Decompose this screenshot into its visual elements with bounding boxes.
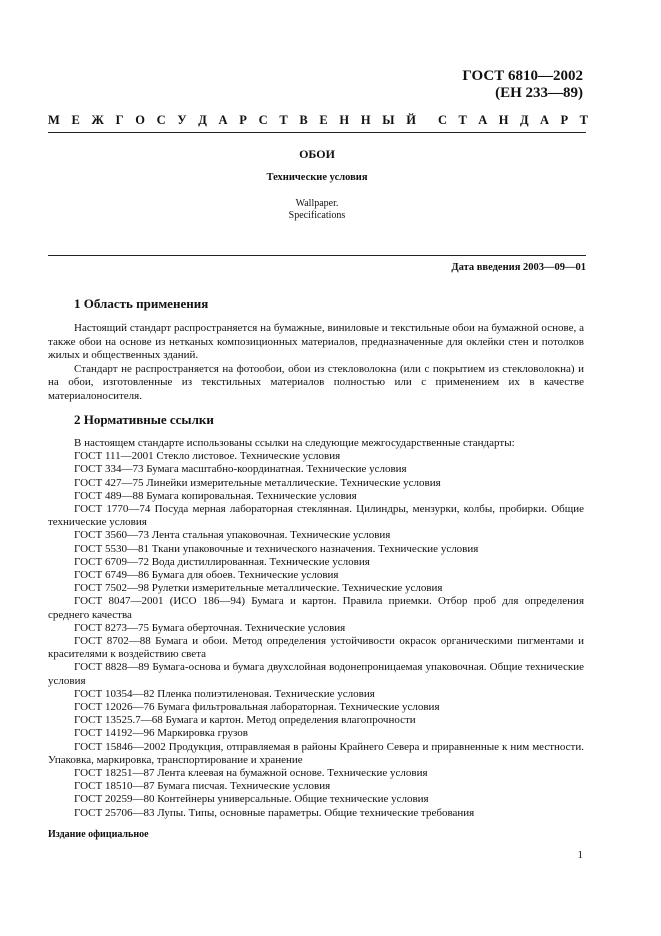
english-title-line1: Wallpaper. — [295, 198, 339, 209]
reference-item: ГОСТ 10354—82 Пленка полиэтиленовая. Технические условия — [74, 687, 375, 700]
banner-letter: Д — [198, 113, 207, 127]
banner-letter: С — [438, 113, 448, 127]
reference-item: ГОСТ 15846—2002 Продукция, отправляемая в районы Крайнего Севера и приравненные к ним местности. Упаковка, маркировка, транспортирование и хранение — [48, 740, 584, 766]
reference-item: ГОСТ 18251—87 Лента клеевая на бумажной основе. Технические условия — [74, 767, 428, 780]
banner-letter: М — [48, 113, 60, 127]
document-title: ОБОИ — [299, 147, 335, 161]
banner-letter: А — [540, 113, 550, 127]
introduction-date: Дата введения 2003—09—01 — [451, 262, 586, 273]
banner-letter: Т — [458, 113, 467, 127]
standard-number-gost: ГОСТ 6810—2002 — [462, 68, 583, 84]
banner-letter: Н — [339, 113, 350, 127]
section-1-heading: 1 Область применения — [74, 296, 209, 311]
section-1-body — [48, 322, 584, 404]
reference-item: ГОСТ 8047—2001 (ИСО 186—94) Бумага и картон. Правила приемки. Отбор проб для определения среднего качества — [48, 595, 584, 621]
reference-item: ГОСТ 7502—98 Рулетки измерительные металлические. Технические условия — [74, 582, 443, 595]
standard-number-en: (ЕН 233—89) — [495, 85, 583, 101]
banner-letter: С — [156, 113, 166, 127]
banner-letter: Н — [360, 113, 371, 127]
banner-letter: О — [135, 113, 145, 127]
banner-letter: В — [299, 113, 308, 127]
banner-letter: Е — [319, 113, 328, 127]
reference-item: ГОСТ 6709—72 Вода дистиллированная. Технические условия — [74, 555, 370, 568]
banner-letter: Ы — [382, 113, 395, 127]
banner-letter: Р — [560, 113, 569, 127]
reference-item: ГОСТ 489—88 Бумага копировальная. Технические условия — [74, 489, 357, 502]
banner-letter: А — [478, 113, 488, 127]
reference-item: ГОСТ 18510—87 Бумага писчая. Технические условия — [74, 780, 331, 793]
english-title — [48, 198, 586, 222]
standard-type-banner — [48, 113, 588, 128]
reference-item: ГОСТ 14192—96 Маркировка грузов — [74, 727, 248, 740]
section-2-body — [48, 437, 584, 820]
reference-item: ГОСТ 25706—83 Лупы. Типы, основные параметры. Общие технические требования — [74, 806, 475, 819]
reference-item: ГОСТ 6749—86 Бумага для обоев. Технические условия — [74, 569, 339, 582]
section-2-heading: 2 Нормативные ссылки — [74, 412, 214, 427]
reference-item: ГОСТ 12026—76 Бумага фильтровальная лабораторная. Технические условия — [74, 701, 440, 714]
banner-letter: Д — [519, 113, 529, 127]
banner-letter: А — [218, 113, 228, 127]
banner-letter: Т — [279, 113, 288, 127]
reference-item: ГОСТ 13525.7—68 Бумага и картон. Метод определения влагопрочности — [74, 714, 416, 727]
document-subtitle: Технические условия — [266, 172, 368, 183]
reference-item: ГОСТ 8702—88 Бумага и обои. Метод определения устойчивости окрасок органическими пигментами и красителями к воздействию света — [48, 635, 584, 661]
banner-left-text — [48, 113, 416, 128]
intro-divider — [48, 255, 586, 256]
banner-letter: Р — [239, 113, 247, 127]
standard-number — [462, 68, 583, 102]
official-edition-note: Издание официальное — [48, 829, 149, 840]
top-divider — [48, 132, 586, 133]
english-title-line2: Specifications — [288, 210, 346, 221]
section-2-intro: В настоящем стандарте использованы ссылки на следующие межгосударственные стандарты: — [74, 437, 515, 449]
reference-item: ГОСТ 111—2001 Стекло листовое. Технические условия — [74, 450, 341, 463]
reference-item: ГОСТ 3560—73 Лента стальная упаковочная. Технические условия — [74, 529, 391, 542]
banner-letter: Е — [71, 113, 80, 127]
banner-letter: Ж — [91, 113, 104, 127]
reference-item: ГОСТ 20259—80 Контейнеры универсальные. Общие технические условия — [74, 793, 429, 806]
reference-item: ГОСТ 8828—89 Бумага-основа и бумага двухслойная водонепроницаемая упаковочная. Общие технические условия — [48, 661, 584, 687]
section-1-paragraph: Настоящий стандарт распространяется на бумажные, виниловые и текстильные обои на бумажной основе, а также обои на основе из нетканых композиционных материалов, предназначенные для оклейки стен и потолков жилых и общественных зданий. — [48, 322, 584, 362]
normative-references-list — [48, 450, 584, 820]
section-1-paragraph: Стандарт не распространяется на фотообои, обои из стекловолокна (или с покрытием из стекловолокна) и на обои, изготовленные из текстильных материалов полностью или с применением их в качестве материалоносителя. — [48, 362, 584, 402]
page-number: 1 — [577, 849, 583, 861]
banner-letter: Й — [406, 113, 416, 127]
banner-letter: У — [177, 113, 187, 127]
reference-item: ГОСТ 5530—81 Ткани упаковочные и технического назначения. Технические условия — [74, 542, 479, 555]
reference-item: ГОСТ 8273—75 Бумага оберточная. Технические условия — [74, 621, 346, 634]
banner-letter: Н — [498, 113, 509, 127]
reference-item: ГОСТ 427—75 Линейки измерительные металлические. Технические условия — [74, 476, 441, 489]
banner-letter: Т — [579, 113, 588, 127]
reference-item: ГОСТ 1770—74 Посуда мерная лабораторная стеклянная. Цилиндры, мензурки, колбы, пробирки. Общие технические условия — [48, 503, 584, 529]
banner-letter: С — [258, 113, 268, 127]
banner-right-text — [438, 113, 588, 128]
reference-item: ГОСТ 334—73 Бумага масштабно-координатная. Технические условия — [74, 463, 407, 476]
banner-letter: Г — [115, 113, 124, 127]
